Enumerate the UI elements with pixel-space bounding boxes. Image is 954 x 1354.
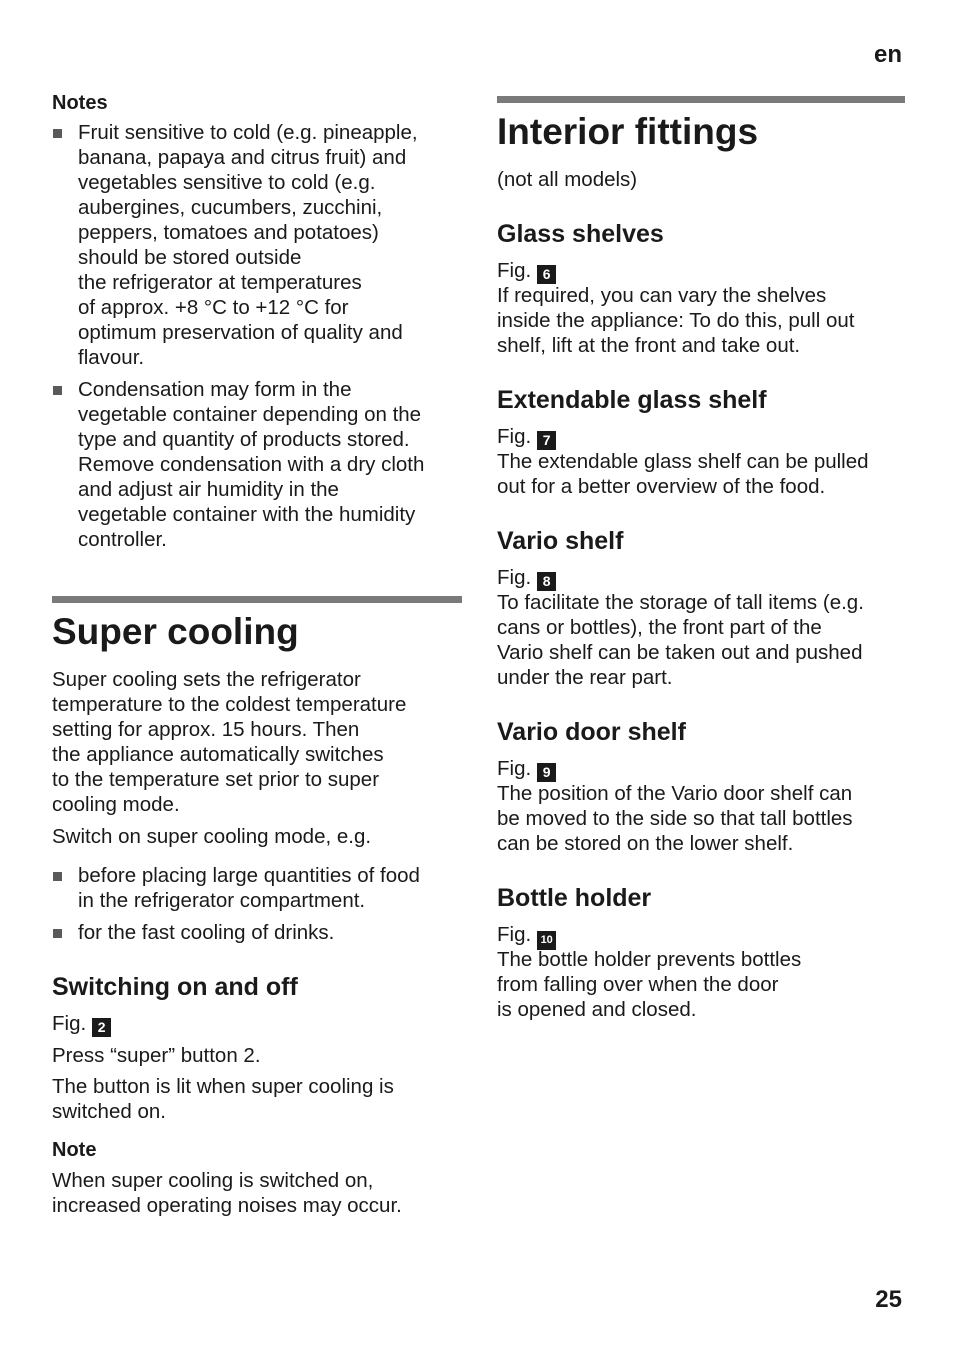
figure-reference: Fig. 7	[497, 424, 905, 450]
note-text: When super cooling is switched on, increased operating noises may occur.	[52, 1169, 402, 1217]
section-title: Super cooling	[52, 611, 299, 652]
figure-number-badge: 7	[537, 431, 556, 450]
note-label: Note	[52, 1139, 97, 1161]
section-body: The position of the Vario door shelf can be moved to the side so that tall bottles can be stored on the lower shelf.	[497, 782, 853, 855]
subsection-title: Glass shelves	[497, 220, 664, 248]
bullet-square-icon	[53, 872, 62, 881]
subsection-title: Bottle holder	[497, 884, 652, 912]
notes-label: Notes	[52, 92, 108, 114]
notes-list	[52, 120, 462, 370]
press-text: Press “super” button 2.	[52, 1044, 261, 1067]
section-body: The bottle holder prevents bottles from falling over when the door is opened and closed.	[497, 948, 802, 1021]
section-subtitle: (not all models)	[497, 168, 638, 191]
figure-number-badge: 9	[537, 763, 556, 782]
language-indicator: en	[873, 41, 902, 68]
bullet-square-icon	[53, 929, 62, 938]
super-cooling-bullets-2	[52, 920, 462, 945]
section-rule	[497, 96, 905, 103]
figure-number-badge: 2	[92, 1018, 111, 1037]
figure-reference: Fig. 2	[52, 1011, 462, 1037]
section-body: To facilitate the storage of tall items (e.g. cans or bottles), the front part of the Vario shelf can be taken out and pushed under the rear part.	[497, 591, 864, 689]
subsection-title: Vario door shelf	[497, 718, 686, 746]
figure-reference: Fig. 10	[497, 922, 905, 950]
bullet-square-icon	[53, 386, 62, 395]
list-item	[52, 120, 462, 370]
figure-number-badge: 8	[537, 572, 556, 591]
section-rule	[52, 596, 462, 603]
section-title: Interior fittings	[497, 111, 759, 152]
note-text: Condensation may form in the vegetable container depending on the type and quantity of products stored. Remove condensation with a dry cloth and adjust air humidity in the vegetable container with the humidity controller.	[78, 378, 425, 551]
section-body: The extendable glass shelf can be pulled out for a better overview of the food.	[497, 450, 869, 498]
figure-reference: Fig. 9	[497, 756, 905, 782]
figure-reference: Fig. 6	[497, 258, 905, 284]
subsection-title: Switching on and off	[52, 973, 298, 1001]
list-item: before placing large quantities of food in the refrigerator compartment.	[52, 863, 462, 913]
notes-list-2	[52, 377, 462, 552]
note-text: Fruit sensitive to cold (e.g. pineapple, banana, papaya and citrus fruit) and vegetables sensitive to cold (e.g. aubergines, cucumbers, zucchini, peppers, tomatoes and potatoes) should be stored outside the refrigerator at temperatures of approx. +8 °C to +12 °C for optimum preservation of quality and flavour.	[78, 121, 418, 369]
page-number: 25	[875, 1286, 902, 1313]
bullet-square-icon	[53, 129, 62, 138]
list-item	[52, 377, 462, 552]
switch-on-text: Switch on super cooling mode, e.g.	[52, 825, 372, 848]
section-body: If required, you can vary the shelves inside the appliance: To do this, pull out shelf, lift at the front and take out.	[497, 284, 855, 357]
figure-reference: Fig. 8	[497, 565, 905, 591]
subsection-title: Extendable glass shelf	[497, 386, 767, 414]
lit-text: The button is lit when super cooling is switched on.	[52, 1075, 394, 1123]
super-cooling-intro: Super cooling sets the refrigerator temperature to the coldest temperature setting for approx. 15 hours. Then the appliance automatically switches to the temperature set prior to super cooling mode.	[52, 668, 407, 816]
list-item: for the fast cooling of drinks.	[52, 920, 462, 945]
figure-number-badge: 10	[537, 931, 556, 950]
super-cooling-bullets	[52, 863, 462, 913]
figure-number-badge: 6	[537, 265, 556, 284]
subsection-title: Vario shelf	[497, 527, 624, 555]
